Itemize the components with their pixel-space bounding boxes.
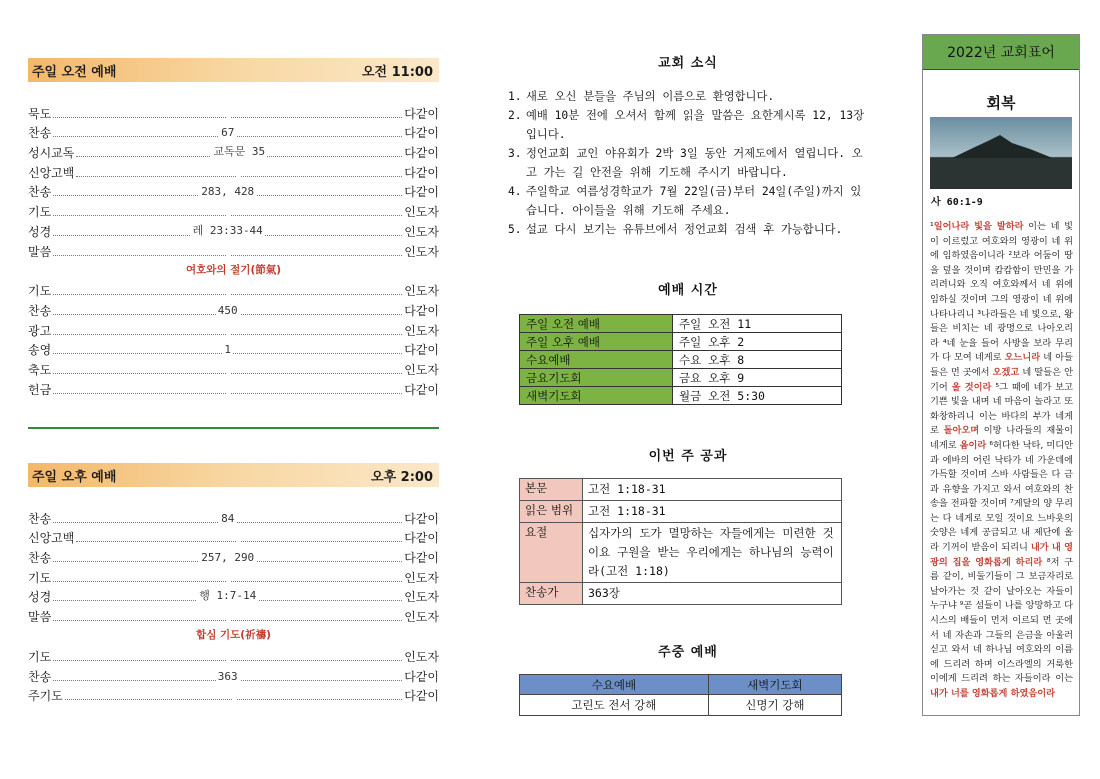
- order-label: 찬송: [28, 511, 52, 526]
- study-key: 읽은 범위: [520, 501, 583, 523]
- news-title: 교회 소식: [658, 56, 718, 71]
- order-leader: 인도자: [404, 590, 439, 605]
- study-value: 고전 1:18-31: [583, 479, 842, 501]
- worship-time: 주일 오전 11: [673, 315, 842, 333]
- order-leader: 다같이: [404, 343, 439, 358]
- order-leader: 인도자: [404, 649, 439, 664]
- afternoon-service-header: [28, 463, 439, 487]
- motto-header: 2022년 교회표어: [923, 35, 1079, 70]
- verse-highlight: 내가 내 영광의 집을 영화롭게 하리라: [930, 542, 1073, 568]
- worship-name: 새벽기도회: [520, 387, 673, 405]
- dot-leader: [53, 116, 402, 118]
- dot-leader: [53, 126, 402, 140]
- dot-leader: [65, 698, 402, 700]
- order-detail: 행 1:7-14: [199, 589, 257, 603]
- weekday-value-dawn: 신명기 강해: [708, 695, 841, 716]
- order-detail: 교독문 35: [213, 145, 266, 159]
- news-number: 4.: [508, 185, 522, 198]
- order-leader: 인도자: [404, 205, 439, 220]
- order-label: 광고: [28, 323, 52, 338]
- worship-time-row: [520, 369, 842, 387]
- order-row: [28, 161, 439, 181]
- study-row: [520, 479, 842, 501]
- dot-leader: [53, 303, 402, 317]
- dot-leader: [53, 333, 402, 335]
- order-label: 신앙고백: [28, 165, 75, 180]
- order-label: 성경: [28, 590, 52, 605]
- order-label: 찬송: [28, 303, 52, 318]
- order-leader: 다같이: [404, 165, 439, 180]
- order-detail: [237, 166, 241, 179]
- morning-service-title: 주일 오전 예배: [32, 64, 117, 80]
- dot-leader: [53, 185, 402, 199]
- worship-time-row: [520, 333, 842, 351]
- order-detail: [237, 531, 241, 544]
- order-row: [28, 566, 439, 586]
- motto-verse: [930, 220, 1073, 702]
- order-detail: 363: [217, 669, 238, 683]
- news-text: 주일학교 여름성경학교가 7월 22일(금)부터 24일(주일)까지 있습니다. 아이들을 위해 기도해 주세요.: [526, 185, 862, 217]
- worship-name: 금요기도회: [520, 369, 673, 387]
- dot-leader: [53, 619, 402, 621]
- dot-leader: [76, 540, 402, 542]
- study-key: 본문: [520, 479, 583, 501]
- order-label: 주기도: [28, 689, 63, 704]
- weekday-title: 주중 예배: [658, 645, 718, 660]
- worship-name: 주일 오후 예배: [520, 333, 673, 351]
- order-row: [28, 141, 439, 161]
- order-leader: 인도자: [404, 570, 439, 585]
- news-number: 3.: [508, 147, 522, 160]
- afternoon-sermon-title: 합심 기도(祈禱): [196, 629, 271, 642]
- study-row: [520, 501, 842, 523]
- order-row: [28, 280, 439, 300]
- order-leader: 다같이: [404, 551, 439, 566]
- worship-time: 수요 오후 8: [673, 351, 842, 369]
- order-label: 송영: [28, 343, 52, 358]
- order-leader: 다같이: [404, 531, 439, 546]
- middle-column: [508, 52, 868, 716]
- news-text: 설교 다시 보기는 유튜브에서 정언교회 검색 후 가능합니다.: [526, 223, 843, 236]
- dot-leader: [53, 372, 402, 374]
- verse-text: ¹: [930, 221, 934, 232]
- order-detail: 257, 290: [201, 551, 255, 565]
- order-detail: 1: [224, 343, 232, 357]
- dot-leader: [53, 343, 402, 357]
- order-detail: [232, 689, 236, 702]
- dot-leader: [53, 551, 402, 565]
- order-detail: [226, 107, 230, 120]
- dot-leader: [53, 511, 402, 525]
- order-detail: 레 23:33-44: [192, 223, 263, 237]
- dot-leader: [53, 223, 402, 237]
- morning-service: [28, 58, 439, 398]
- order-label: 묵도: [28, 106, 52, 121]
- worship-name: 수요예배: [520, 351, 673, 369]
- order-label: 말씀: [28, 244, 52, 259]
- verse-highlight: 돌아오며: [943, 425, 980, 437]
- news-text: 정언교회 교인 야유회가 2박 3일 동안 거제도에서 열립니다. 오고 가는 길 안전을 위해 기도해 주시기 바랍니다.: [526, 147, 863, 179]
- order-detail: [226, 571, 230, 584]
- order-row: [28, 339, 439, 359]
- order-label: 기도: [28, 570, 52, 585]
- dot-leader: [53, 669, 402, 683]
- dot-leader: [53, 659, 402, 661]
- worship-times-title: 예배 시간: [658, 283, 718, 298]
- verse-text: 이는 네 빛이 이르렀고 여호와의 영광이 네 위에 임하였음이니라 ²보라 어둠이 땅을 덮을 것이며 캄캄함이 만민을 가리려니와 오직 여호와께서 네 위에 임하실 것이며 그의 영광이 네 위에 나타나리니 ³나라들은 네 빛으로, 왕들은 비치는 네 광명으로 나아오리라 ⁴네 눈을 들어 사방을 보라 무리가 다 모여 네게로: [930, 221, 1073, 364]
- news-item: [508, 106, 868, 144]
- order-label: 찬송: [28, 185, 52, 200]
- weekday-header-dawn: 새벽기도회: [708, 675, 841, 695]
- verse-highlight: 오겠고: [992, 366, 1020, 378]
- order-detail: [226, 610, 230, 623]
- order-row: [28, 507, 439, 527]
- morning-order-list-2: [28, 280, 439, 398]
- order-leader: 다같이: [404, 106, 439, 121]
- verse-text: 네 아들들은 먼 곳에서: [930, 352, 1074, 378]
- worship-name: 주일 오전 예배: [520, 315, 673, 333]
- order-label: 기도: [28, 284, 52, 299]
- order-label: 성시교독: [28, 146, 75, 161]
- news-item: [508, 144, 868, 182]
- worship-time: 월금 오전 5:30: [673, 387, 842, 405]
- order-label: 말씀: [28, 610, 52, 625]
- order-row: [28, 240, 439, 260]
- afternoon-service: [28, 463, 439, 704]
- order-detail: 67: [221, 126, 235, 140]
- verse-highlight: 일어나라 빛을 발하라: [933, 221, 1024, 232]
- news-number: 1.: [508, 90, 522, 103]
- news-item: [508, 182, 868, 220]
- order-row: [28, 220, 439, 240]
- dot-leader: [53, 293, 402, 295]
- weekday-header-wed: 수요예배: [520, 675, 709, 695]
- order-row: [28, 358, 439, 378]
- order-leader: 인도자: [404, 323, 439, 338]
- verse-highlight: 올 것이라: [951, 381, 992, 393]
- news-number: 2.: [508, 109, 522, 122]
- weekday-table: [519, 674, 842, 716]
- worship-time-row: [520, 351, 842, 369]
- worship-time-row: [520, 387, 842, 405]
- afternoon-order-list: [28, 507, 439, 625]
- order-detail: 450: [217, 303, 238, 317]
- study-value: 363장: [583, 583, 842, 605]
- order-leader: 인도자: [404, 224, 439, 239]
- worship-times-table: [519, 314, 842, 405]
- news-text: 예배 10분 전에 오셔서 함께 읽을 말씀은 요한계시록 12, 13장 입니다.: [526, 109, 864, 141]
- order-detail: 283, 428: [201, 185, 255, 199]
- study-table: [519, 478, 842, 605]
- order-leader: 인도자: [404, 284, 439, 299]
- order-detail: [226, 650, 230, 663]
- order-label: 찬송: [28, 551, 52, 566]
- verse-highlight: 오느니라: [1004, 352, 1041, 364]
- study-title: 이번 주 공과: [648, 449, 728, 464]
- order-label: 기도: [28, 205, 52, 220]
- morning-sermon-title: 여호와의 절기(節氣): [185, 263, 282, 276]
- order-leader: 다같이: [404, 146, 439, 161]
- verse-text: ⁸저 구름 같이, 비둘기들이 그 보금자리로 날아가는 것 같이 날아오는 자들이 누구냐 ⁹곧 섬들이 나를 앙망하고 다시스의 배들이 먼저 이르되 먼 곳에서 네 자손과 그들의 은금을 아울러 싣고 와서 네 하나님 여호와의 이름에 드리려 하며 이스라엘의 거룩한 이에게 드리려 하는 자들이라 이는: [930, 556, 1073, 685]
- order-label: 기도: [28, 649, 52, 664]
- order-label: 찬송: [28, 669, 52, 684]
- verse-text: ⁵그 때에 네가 보고 기쁜 빛을 내며 네 마음이 놀라고 또 화창하리니 이는 바다의 부가 네게로: [930, 381, 1074, 437]
- afternoon-order-list-2: [28, 645, 439, 704]
- order-leader: 인도자: [404, 362, 439, 377]
- dot-leader: [53, 589, 402, 603]
- order-label: 헌금: [28, 382, 52, 397]
- verse-text: ⁶허다한 낙타, 미디안과 에바의 어린 낙타가 네 가운데에 가득할 것이며 스바 사람들은 다 금과 유향을 가지고 와서 여호와의 찬송을 전파할 것이며 ⁷게달의 양 무리는 다 네게로 모일 것이요 느바욧의 숫양은 네게 공급되고 내 제단에 올라 기꺼이 받음이 되리니: [930, 439, 1073, 554]
- verse-text: 네 딸들은 안기어: [930, 366, 1074, 393]
- dot-leader: [53, 392, 402, 394]
- order-detail: [226, 324, 230, 337]
- order-label: 찬송: [28, 126, 52, 141]
- motto-reference: 사 60:1-9: [931, 197, 983, 208]
- order-leader: 인도자: [404, 244, 439, 259]
- morning-service-time: 오전 11:00: [361, 64, 433, 80]
- order-detail: 84: [221, 511, 235, 525]
- morning-order-list: [28, 102, 439, 260]
- order-row: [28, 527, 439, 547]
- news-item: [508, 220, 868, 239]
- section-divider: [28, 427, 439, 429]
- dot-leader: [76, 145, 402, 159]
- dot-leader: [53, 254, 402, 256]
- order-row: [28, 685, 439, 705]
- order-row: [28, 319, 439, 339]
- order-detail: [226, 383, 230, 396]
- order-row: [28, 122, 439, 142]
- study-value: 고전 1:18-31: [583, 501, 842, 523]
- verse-highlight: 내가 너를 영화롭게 하였음이라: [930, 688, 1055, 699]
- order-leader: 다같이: [404, 669, 439, 684]
- news-text: 새로 오신 분들을 주님의 이름으로 환영합니다.: [526, 90, 775, 103]
- order-row: [28, 181, 439, 201]
- verse-text: 이방 나라들의 재물이 네게로: [930, 425, 1074, 451]
- worship-time: 금요 오후 9: [673, 369, 842, 387]
- order-label: 축도: [28, 362, 52, 377]
- study-value: 십자가의 도가 멸망하는 자들에게는 미련한 것이요 구원을 받는 우리에게는 하나님의 능력이라(고전 1:18): [583, 523, 842, 583]
- order-row: [28, 102, 439, 122]
- mountain-image: [930, 117, 1072, 189]
- study-key: 요절: [520, 523, 583, 583]
- order-leader: 다같이: [404, 185, 439, 200]
- motto-title: 회복: [986, 94, 1016, 112]
- weekday-value-wed: 고린도 전서 강해: [520, 695, 709, 716]
- order-row: [28, 546, 439, 566]
- verse-highlight: 옴이라: [959, 439, 987, 451]
- order-detail: [226, 363, 230, 376]
- order-detail: [226, 205, 230, 218]
- afternoon-service-time: 오후 2:00: [371, 469, 433, 485]
- dot-leader: [76, 175, 402, 177]
- order-row: [28, 200, 439, 220]
- morning-service-header: [28, 58, 439, 82]
- news-number: 5.: [508, 223, 522, 236]
- order-leader: 다같이: [404, 303, 439, 318]
- news-item: [508, 87, 868, 106]
- order-row: [28, 605, 439, 625]
- order-label: 신앙고백: [28, 531, 75, 546]
- order-label: 성경: [28, 224, 52, 239]
- order-leader: 다같이: [404, 689, 439, 704]
- worship-time: 주일 오후 2: [673, 333, 842, 351]
- news-list: [508, 87, 868, 239]
- order-leader: 인도자: [404, 610, 439, 625]
- order-detail: [226, 245, 230, 258]
- dot-leader: [53, 580, 402, 582]
- study-row: [520, 523, 842, 583]
- order-row: [28, 378, 439, 398]
- dot-leader: [53, 214, 402, 216]
- worship-time-row: [520, 315, 842, 333]
- order-leader: 다같이: [404, 382, 439, 397]
- order-row: [28, 665, 439, 685]
- afternoon-service-title: 주일 오후 예배: [32, 469, 117, 485]
- study-key: 찬송가: [520, 583, 583, 605]
- study-row: [520, 583, 842, 605]
- order-row: [28, 299, 439, 319]
- order-row: [28, 586, 439, 606]
- order-detail: [226, 284, 230, 297]
- order-leader: 다같이: [404, 511, 439, 526]
- order-row: [28, 645, 439, 665]
- order-leader: 다같이: [404, 126, 439, 141]
- motto-panel: [922, 34, 1080, 716]
